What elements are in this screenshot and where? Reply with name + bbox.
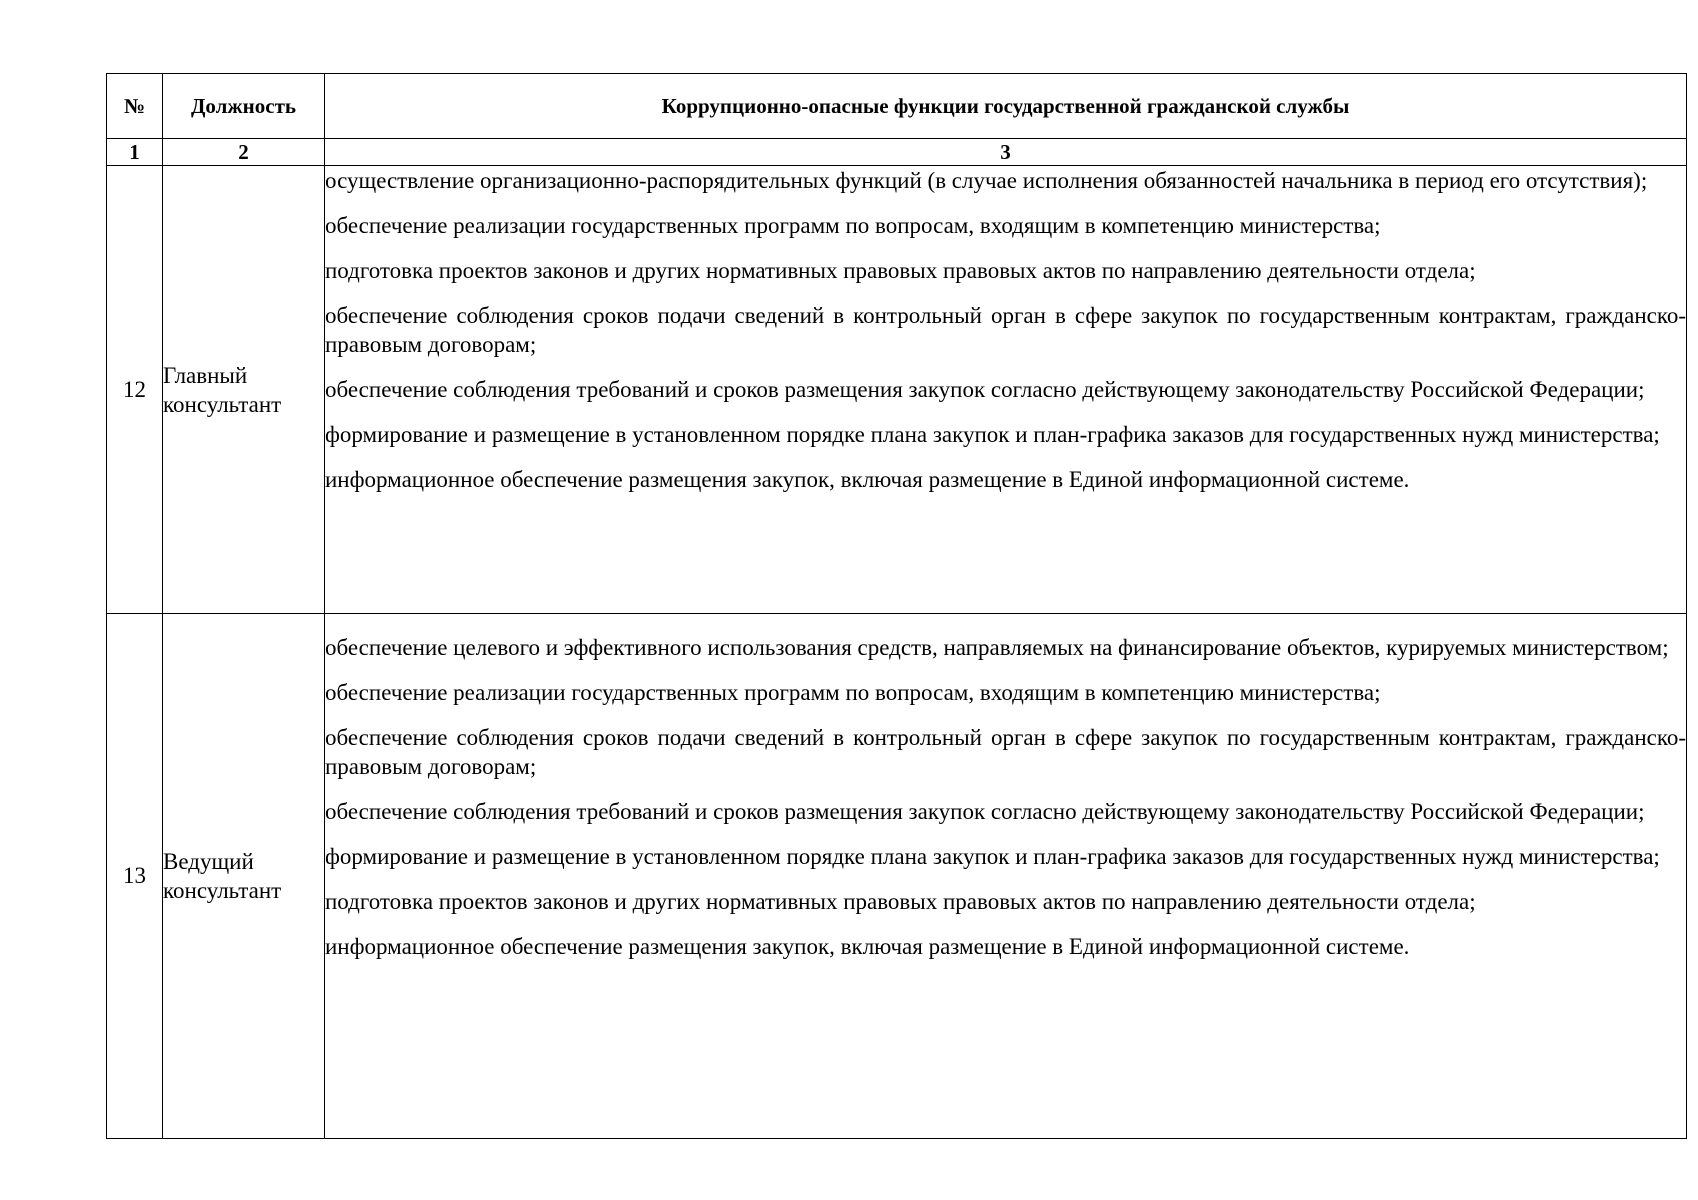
column-number-row	[107, 139, 1687, 166]
function-item: обеспечение реализации государственных программ по вопросам, входящим в компетенцию министерства;	[325, 213, 1381, 238]
function-item: информационное обеспечение размещения закупок, включая размещение в Единой информационной системе.	[325, 934, 1410, 959]
function-item: информационное обеспечение размещения закупок, включая размещение в Единой информационной системе.	[325, 467, 1410, 492]
header-functions: Коррупционно-опасные функции государственной гражданской службы	[325, 74, 1687, 139]
function-item: обеспечение соблюдения требований и сроков размещения закупок согласно действующему законодательству Российской Федерации;	[325, 799, 1645, 824]
row-position: Ведущий консультант	[163, 614, 325, 1139]
function-item: формирование и размещение в установленном порядке плана закупок и план-графика заказов для государственных нужд министерства;	[325, 844, 1660, 869]
header-position: Должность	[163, 74, 325, 139]
function-item: обеспечение реализации государственных программ по вопросам, входящим в компетенцию министерства;	[325, 680, 1381, 705]
function-item: обеспечение соблюдения требований и сроков размещения закупок согласно действующему законодательству Российской Федерации;	[325, 377, 1645, 402]
function-item: формирование и размещение в установленном порядке плана закупок и план-графика заказов для государственных нужд министерства;	[325, 422, 1660, 447]
row-number: 12	[107, 166, 163, 614]
corruption-functions-table	[106, 73, 1687, 1139]
header-num: №	[107, 74, 163, 139]
table-row	[107, 614, 1687, 1139]
function-item: подготовка проектов законов и других нормативных правовых правовых актов по направлению деятельности отдела;	[325, 258, 1476, 283]
function-item: обеспечение соблюдения сроков подачи сведений в контрольный орган в сфере закупок по государственным контрактам, гражданско-правовым договорам;	[325, 725, 1686, 779]
table-row	[107, 166, 1687, 614]
function-item: обеспечение соблюдения сроков подачи сведений в контрольный орган в сфере закупок по государственным контрактам, гражданско-правовым договорам;	[325, 303, 1686, 357]
column-number: 2	[163, 139, 325, 166]
column-number: 3	[325, 139, 1687, 166]
row-functions	[325, 614, 1687, 1139]
row-position: Главный консультант	[163, 166, 325, 614]
function-item: подготовка проектов законов и других нормативных правовых правовых актов по направлению деятельности отдела;	[325, 889, 1476, 914]
row-number: 13	[107, 614, 163, 1139]
header-row	[107, 74, 1687, 139]
row-functions	[325, 166, 1687, 614]
column-number: 1	[107, 139, 163, 166]
function-item: осуществление организационно-распорядительных функций (в случае исполнения обязанностей начальника в период его отсутствия);	[325, 168, 1648, 193]
function-item: обеспечение целевого и эффективного использования средств, направляемых на финансирование объектов, курируемых министерством;	[325, 635, 1669, 660]
